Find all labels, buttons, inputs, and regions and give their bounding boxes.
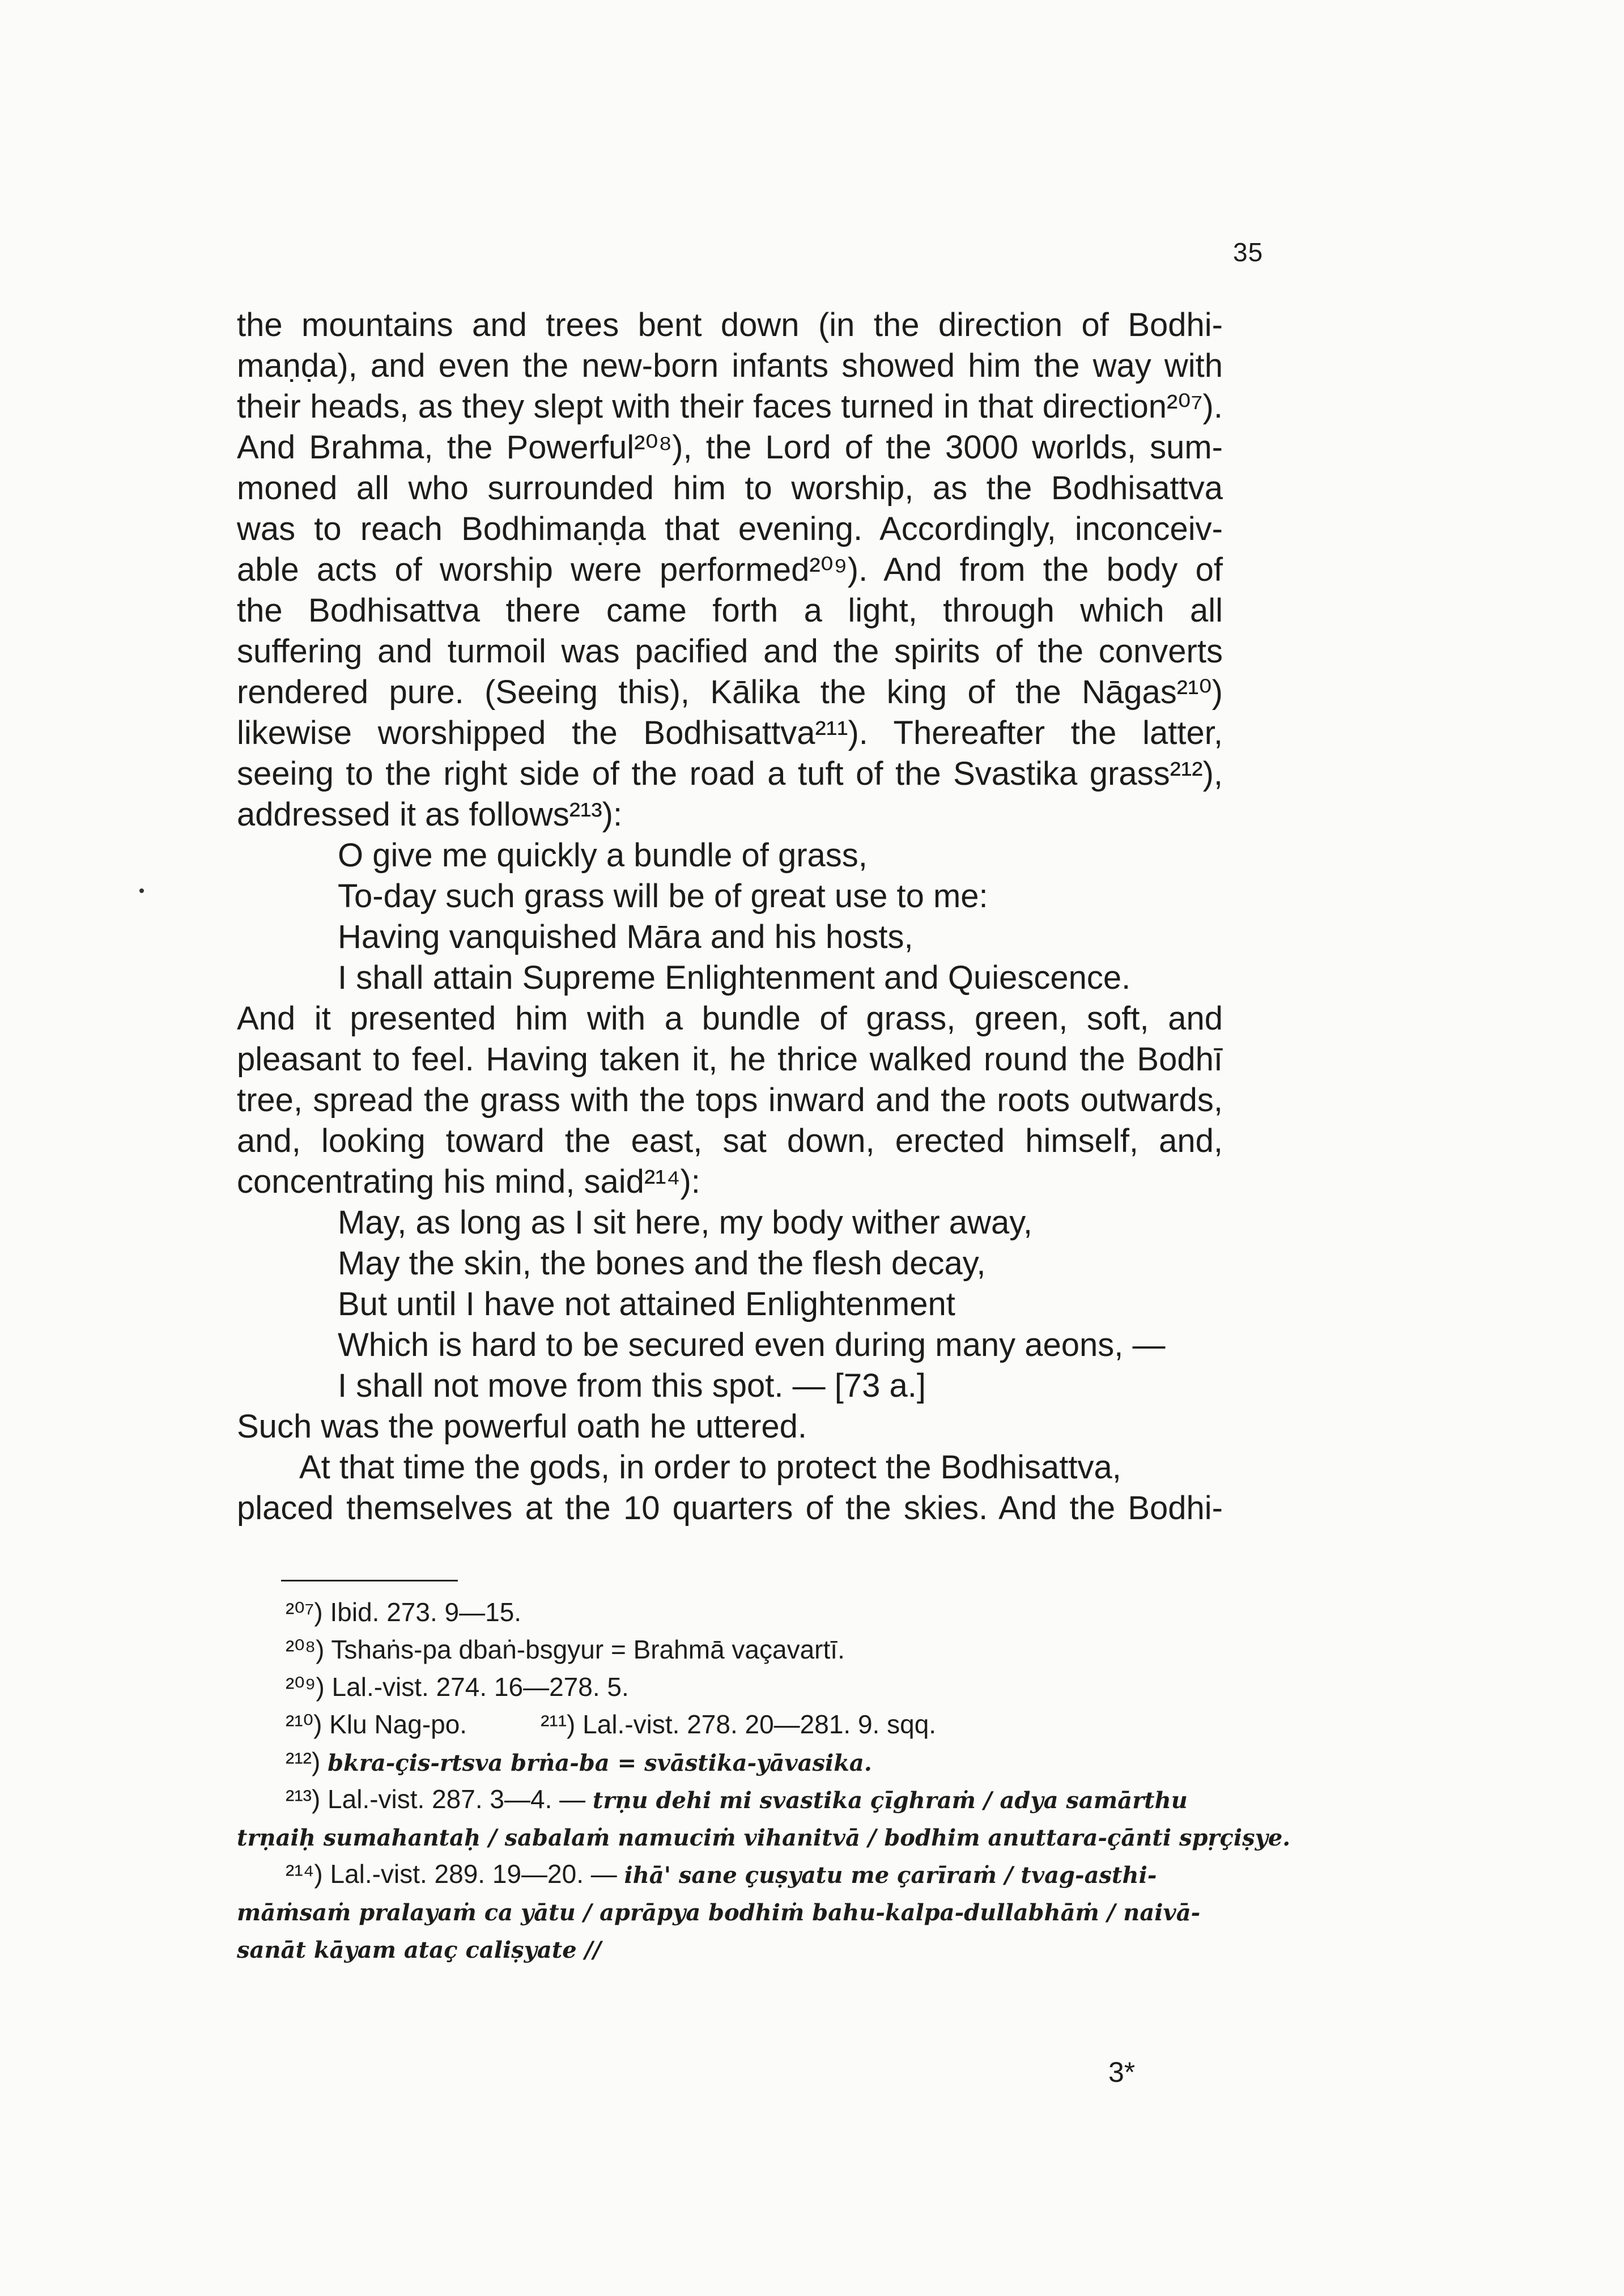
verse-line: I shall attain Supreme Enlightenment and Quiescence. (338, 959, 1131, 996)
text-line: placed themselves at the 10 quarters of the skies. And the Bodhi- (237, 1490, 1223, 1527)
footnote-213-sanskrit-cont: trṇaiḥ sumahantaḥ / sabalaṁ namuciṁ vihanitvā / bodhim anuttara-çānti spṛçiṣye. (237, 1825, 1291, 1851)
main-text (237, 305, 1223, 1529)
page-number: 35 (1233, 237, 1264, 267)
verse-line: O give me quickly a bundle of grass, (338, 837, 868, 874)
footnote-212-text: bkra-çis-rtsva brṅa-ba = svāstika-yāvasika. (328, 1750, 872, 1776)
footnote-rule (281, 1580, 458, 1581)
text-line: tree, spread the grass with the tops inward and the roots outwards, (237, 1082, 1223, 1119)
text-line: was to reach Bodhimaṇḍa that evening. Accordingly, inconceiv- (237, 511, 1223, 547)
text-line: And Brahma, the Powerful²⁰⁸), the Lord of the 3000 worlds, sum- (237, 429, 1223, 466)
footnote-214-cont (237, 1893, 1223, 1930)
footnote-212-label: ²¹²) (286, 1747, 321, 1776)
text-line: their heads, as they slept with their faces turned in that direction²⁰⁷). (237, 388, 1223, 425)
text-line: At that time the gods, in order to protect the Bodhisattva, (299, 1449, 1121, 1486)
verse-line: I shall not move from this spot. — [73 a.] (338, 1367, 926, 1404)
verse-line: Having vanquished Māra and his hosts, (338, 919, 913, 955)
text-line: seeing to the right side of the road a tuft of the Svastika grass²¹²), (237, 755, 1223, 792)
footnote-213-cont (237, 1818, 1291, 1855)
verse-line: But until I have not attained Enlightenment (338, 1286, 955, 1323)
footnote-210: ²¹⁰) Klu Nag-po. (286, 1710, 467, 1739)
footnote-214-sanskrit-cont: māṁsaṁ pralayaṁ ca yātu / aprāpya bodhiṁ bahu-kalpa-dullabhāṁ / naivā- (237, 1899, 1201, 1926)
text-line: rendered pure. (Seeing this), Kālika the king of the Nāgas²¹⁰) (237, 674, 1223, 711)
verse-line: May the skin, the bones and the flesh decay, (338, 1245, 986, 1282)
text-line: able acts of worship were performed²⁰⁹). And from the body of (237, 551, 1223, 588)
text-line: pleasant to feel. Having taken it, he thrice walked round the Bodhī (237, 1041, 1223, 1078)
text-line: maṇḍa), and even the new-born infants showed him the way with (237, 347, 1223, 384)
text-line: And it presented him with a bundle of grass, green, soft, and (237, 1000, 1223, 1037)
text-line: moned all who surrounded him to worship, as the Bodhisattva (237, 470, 1223, 507)
footnote-214-label: ²¹⁴) Lal.-vist. 289. 19—20. — (286, 1859, 617, 1889)
footnote-208: ²⁰⁸) Tshaṅs-pa dbaṅ-bsgyur = Brahmā vaçavartī. (286, 1635, 845, 1664)
text-line: and, looking toward the east, sat down, erected himself, and, (237, 1123, 1223, 1159)
text-line: concentrating his mind, said²¹⁴): (237, 1163, 700, 1200)
footnote-213-sanskrit: trṇu dehi mi svastika çīghraṁ / adya samārthu (592, 1787, 1188, 1814)
verse-line: May, as long as I sit here, my body wither away, (338, 1204, 1033, 1241)
text-line: Such was the powerful oath he uttered. (237, 1408, 807, 1445)
footnote-214 (237, 1855, 1223, 1893)
footnote-214-sanskrit: ihā' sane çuṣyatu me çarīraṁ / tvag-asthi- (624, 1862, 1157, 1889)
footnote-213-label: ²¹³) Lal.-vist. 287. 3—4. — (286, 1784, 586, 1814)
footnote-212 (237, 1743, 1223, 1780)
footnote-207: ²⁰⁷) Ibid. 273. 9—15. (286, 1597, 522, 1627)
footnote-214-end (237, 1930, 1223, 1967)
footnote-210-211 (237, 1706, 1223, 1743)
text-line: the Bodhisattva there came forth a light, through which all (237, 592, 1223, 629)
verse-line: Which is hard to be secured even during many aeons, — (338, 1326, 1166, 1363)
footnote-214-sanskrit-end: sanāt kāyam ataç caliṣyate // (237, 1937, 601, 1963)
signature-mark: 3* (1108, 2056, 1136, 2088)
footnote-211: ²¹¹) Lal.-vist. 278. 20—281. 9. sqq. (541, 1710, 937, 1739)
text-line: suffering and turmoil was pacified and the spirits of the converts (237, 633, 1223, 670)
verse-line: To-day such grass will be of great use to me: (338, 878, 988, 915)
margin-speck (139, 888, 144, 893)
footnotes (237, 1593, 1291, 1967)
text-line: addressed it as follows²¹³): (237, 796, 623, 833)
footnote-209: ²⁰⁹) Lal.-vist. 274. 16—278. 5. (286, 1672, 629, 1702)
text-line: likewise worshipped the Bodhisattva²¹¹). Thereafter the latter, (237, 715, 1223, 751)
text-line: the mountains and trees bent down (in the direction of Bodhi- (237, 307, 1223, 343)
footnote-213 (237, 1780, 1223, 1818)
